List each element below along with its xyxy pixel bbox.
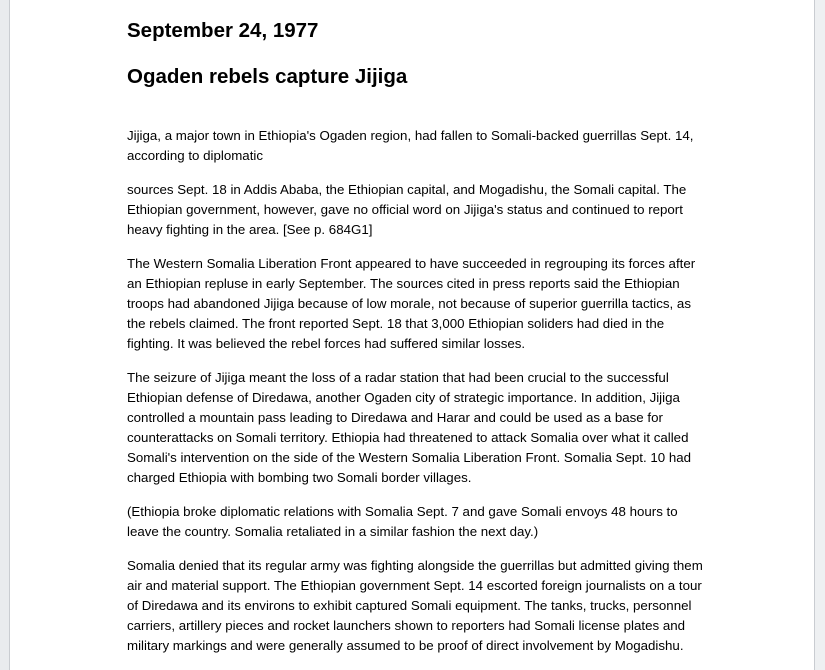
article-paragraph: sources Sept. 18 in Addis Ababa, the Ethiopian capital, and Mogadishu, the Somali capital. The Ethiopian government, however, gave no official word on Jijiga's status and continued to report heavy fighting in the area. [See p. 684G1] (127, 182, 687, 237)
document-page (9, 0, 815, 670)
article-paragraph: (Ethiopia broke diplomatic relations with Somalia Sept. 7 and gave Somali envoys 48 hours to leave the country. Somalia retaliated in a similar fashion the next day.) (127, 504, 678, 539)
right-margin-bar (815, 0, 825, 670)
article-date: September 24, 1977 (127, 19, 319, 42)
article-paragraph: Jijiga, a major town in Ethiopia's Ogaden region, had fallen to Somali-backed guerrillas Sept. 14, according to diplomatic (127, 128, 694, 163)
article-paragraph: The Western Somalia Liberation Front appeared to have succeeded in regrouping its forces after an Ethiopian repluse in early September. The sources cited in press reports said the Ethiopian troops had abandoned Jijiga because of low morale, not because of superior guerrilla tactics, as the rebels claimed. The front reported Sept. 18 that 3,000 Ethiopian soliders had died in the fighting. It was believed the rebel forces had suffered similar losses. (127, 256, 696, 351)
left-margin-bar (0, 0, 9, 670)
article-paragraph: The seizure of Jijiga meant the loss of a radar station that had been crucial to the successful Ethiopian defense of Diredawa, another Ogaden city of strategic importance. In addition, Jijiga controlled a mountain pass leading to Diredawa and Harar and could be used as a base for counterattacks on Somali territory. Ethiopia had threatened to attack Somalia over what it called Somali's intervention on the side of the Western Somalia Liberation Front. Somalia Sept. 10 had charged Ethiopia with bombing two Somali border villages. (127, 370, 692, 485)
article (127, 16, 712, 656)
article-paragraph: Somalia denied that its regular army was fighting alongside the guerrillas but admitted giving them air and material support. The Ethiopian government Sept. 14 escorted foreign journalists on a tour of Diredawa and its environs to exhibit captured Somali equipment. The tanks, trucks, personnel carriers, artillery pieces and rocket launchers shown to reporters had Somali license plates and military markings and were generally assumed to be proof of direct involvement by Mogadishu. (127, 558, 703, 653)
article-headline: Ogaden rebels capture Jijiga (127, 65, 408, 88)
